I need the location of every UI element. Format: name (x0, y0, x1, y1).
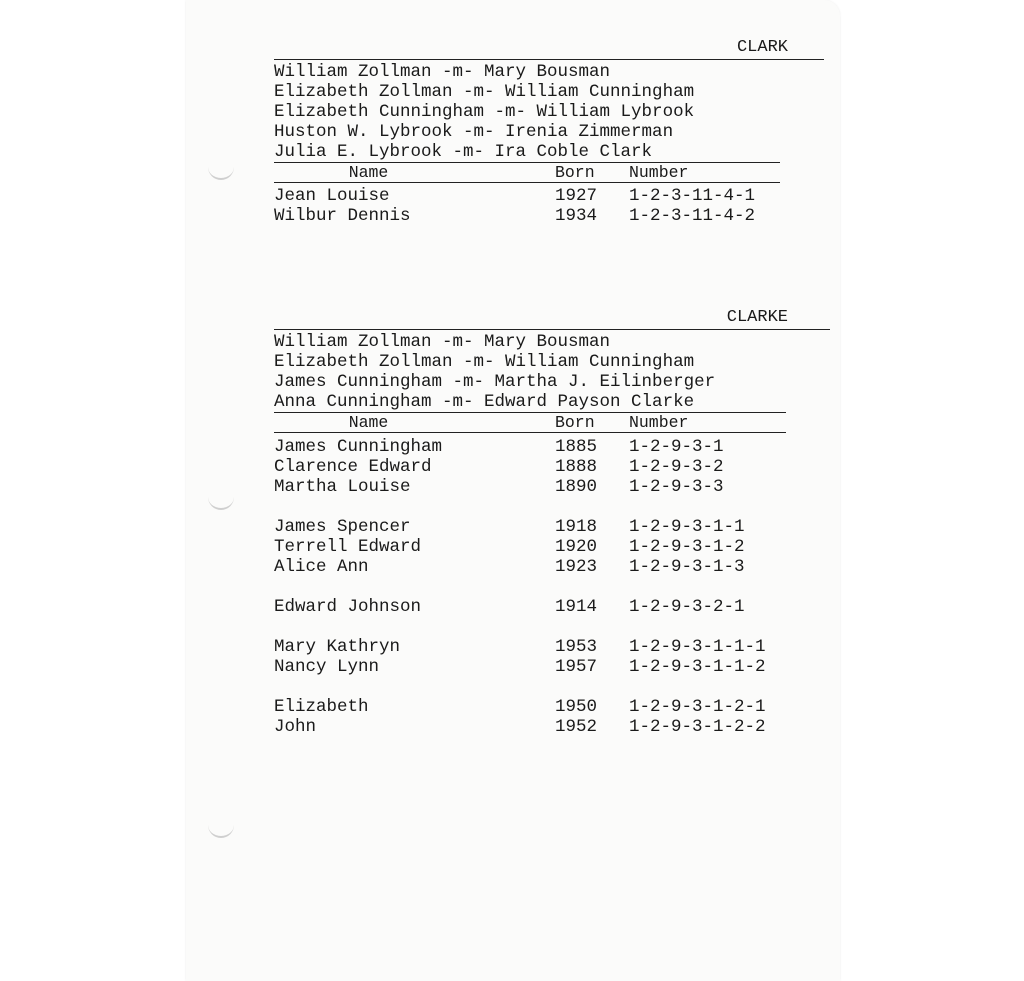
table-row (274, 597, 830, 617)
group-spacer (274, 577, 830, 597)
group-spacer (274, 677, 830, 697)
header-name: Name (348, 413, 389, 432)
lineage-number: 1-2-9-3-1-2-1 (629, 697, 766, 717)
lineage-line: Elizabeth Zollman -m- William Cunningham (274, 82, 695, 102)
family-section-clark (274, 37, 824, 226)
lineage-number: 1-2-9-3-1 (629, 437, 724, 457)
lineage-line: Julia E. Lybrook -m- Ira Coble Clark (274, 142, 653, 162)
table-row (274, 537, 830, 557)
person-name: James Spencer (274, 517, 411, 537)
person-name: Clarence Edward (274, 457, 432, 477)
table-row (274, 637, 830, 657)
table-row (274, 477, 830, 497)
table-row (274, 697, 830, 717)
lineage-line: William Zollman -m- Mary Bousman (274, 62, 611, 82)
lineage-line: William Zollman -m- Mary Bousman (274, 332, 611, 352)
person-name: Edward Johnson (274, 597, 422, 617)
person-name: Jean Louise (274, 186, 390, 206)
table-rule (274, 432, 786, 433)
birth-year: 1923 (555, 557, 598, 577)
birth-year: 1885 (555, 437, 598, 457)
table-rule (274, 182, 780, 183)
lineage-number: 1-2-9-3-2-1 (629, 597, 745, 617)
header-name: Name (348, 163, 389, 182)
birth-year: 1918 (555, 517, 598, 537)
birth-year: 1950 (555, 697, 598, 717)
table-row (274, 186, 824, 206)
lineage-number: 1-2-9-3-1-1-2 (629, 657, 766, 677)
person-name: Nancy Lynn (274, 657, 380, 677)
surname-heading: CLARK (736, 38, 788, 57)
table-header (274, 163, 824, 182)
table-row (274, 657, 830, 677)
lineage-line: Elizabeth Cunningham -m- William Lybrook (274, 102, 695, 122)
birth-year: 1934 (555, 206, 598, 226)
birth-year: 1920 (555, 537, 598, 557)
header-number: Number (629, 163, 689, 182)
group-spacer (274, 617, 830, 637)
lineage-number: 1-2-9-3-1-2 (629, 537, 745, 557)
birth-year: 1890 (555, 477, 598, 497)
person-name: Elizabeth (274, 697, 369, 717)
surname-heading: CLARKE (726, 308, 788, 327)
lineage-line: Elizabeth Zollman -m- William Cunningham (274, 352, 695, 372)
header-number: Number (629, 413, 689, 432)
header-born: Born (555, 413, 595, 432)
group-spacer (274, 497, 830, 517)
lineage-number: 1-2-3-11-4-2 (629, 206, 756, 226)
lineage-list (274, 332, 830, 412)
header-born: Born (555, 163, 595, 182)
table-row (274, 457, 830, 477)
person-name: Mary Kathryn (274, 637, 401, 657)
lineage-number: 1-2-9-3-1-1-1 (629, 637, 766, 657)
birth-year: 1888 (555, 457, 598, 477)
person-name: James Cunningham (274, 437, 443, 457)
table-row (274, 437, 830, 457)
lineage-number: 1-2-9-3-1-1 (629, 517, 745, 537)
birth-year: 1952 (555, 717, 598, 737)
birth-year: 1957 (555, 657, 598, 677)
table-row (274, 717, 830, 737)
lineage-number: 1-2-3-11-4-1 (629, 186, 756, 206)
table-row (274, 517, 830, 537)
lineage-line: Anna Cunningham -m- Edward Payson Clarke (274, 392, 695, 412)
lineage-list (274, 62, 824, 162)
lineage-number: 1-2-9-3-1-3 (629, 557, 745, 577)
lineage-number: 1-2-9-3-3 (629, 477, 724, 497)
birth-year: 1914 (555, 597, 598, 617)
lineage-number: 1-2-9-3-1-2-2 (629, 717, 766, 737)
heading-rule (274, 59, 824, 60)
person-name: Alice Ann (274, 557, 369, 577)
lineage-line: James Cunningham -m- Martha J. Eilinberger (274, 372, 716, 392)
person-name: Terrell Edward (274, 537, 422, 557)
person-name: Wilbur Dennis (274, 206, 411, 226)
lineage-line: Huston W. Lybrook -m- Irenia Zimmerman (274, 122, 674, 142)
person-name: Martha Louise (274, 477, 411, 497)
table-row (274, 557, 830, 577)
table-row (274, 206, 824, 226)
birth-year: 1953 (555, 637, 598, 657)
family-section-clarke (274, 307, 830, 737)
person-name: John (274, 717, 317, 737)
birth-year: 1927 (555, 186, 598, 206)
table-header (274, 413, 830, 432)
lineage-number: 1-2-9-3-2 (629, 457, 724, 477)
heading-rule (274, 329, 830, 330)
